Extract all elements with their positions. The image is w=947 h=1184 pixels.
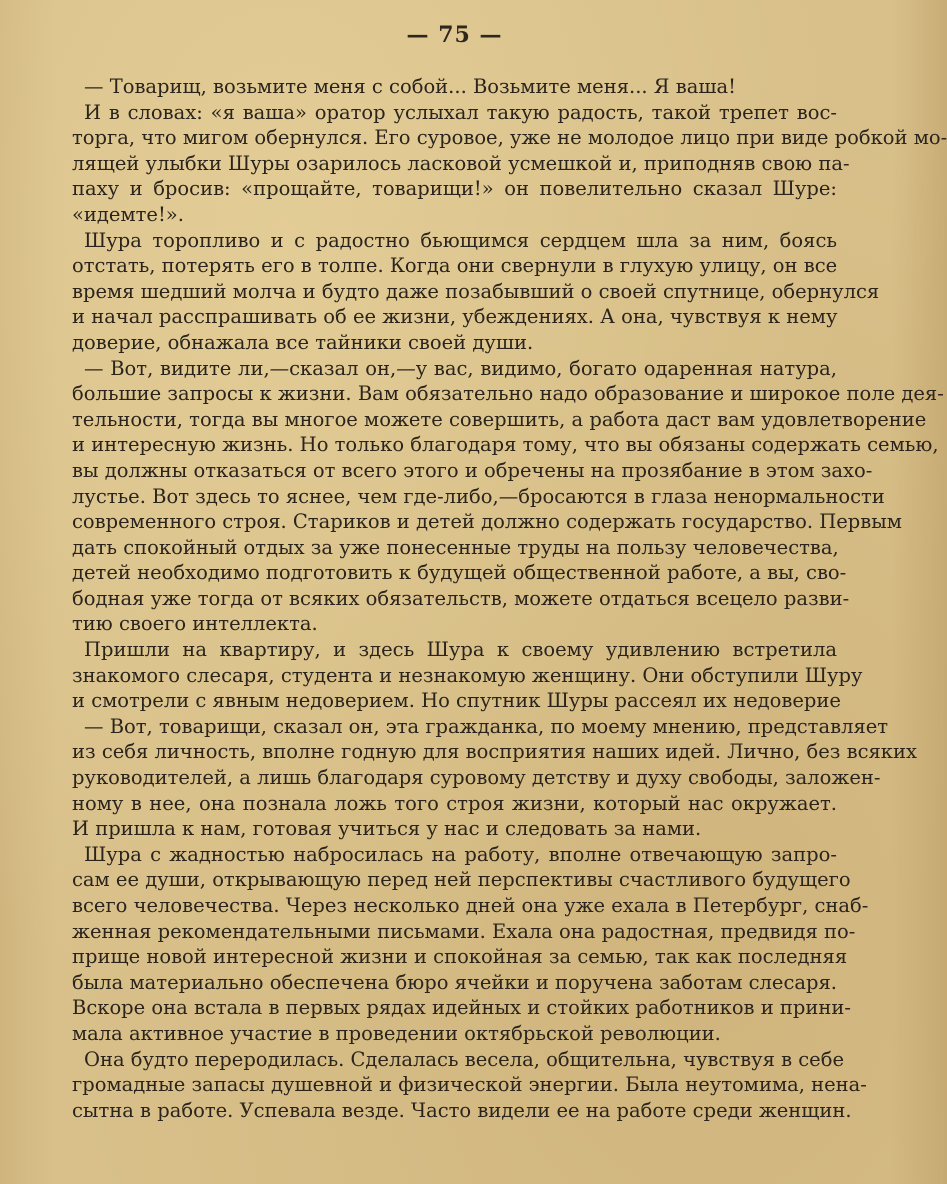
text-line: женная рекомендательными письмами. Ехала она радостная, предвидя по- [72, 919, 856, 943]
text-line: из себя личность, вполне годную для восприятия наших идей. Лично, без всяких [72, 740, 917, 764]
paragraph [72, 228, 880, 356]
text-line: современного строя. Стариков и детей должно содержать государство. Первым [72, 510, 902, 534]
text-line: отстать, потерять его в толпе. Когда они свернули в глухую улицу, он все [72, 254, 838, 278]
text-line: И пришла к нам, готовая учиться у нас и следовать за нами. [72, 817, 702, 841]
paragraph [72, 714, 917, 842]
text-line: сытна в работе. Успевала везде. Часто видели ее на работе среди женщин. [72, 1098, 852, 1122]
paragraph [72, 74, 837, 100]
text-line: лустье. Вот здесь то яснее, чем где-либо,—бросаются в глаза ненормальности [72, 484, 885, 508]
text-line: вы должны отказаться от всего этого и обречены на прозябание в этом захо- [72, 458, 873, 482]
text-line: — Вот, видите ли,—сказал он,—у вас, видимо, богато одаренная натура, [84, 356, 837, 380]
text-line: мала активное участие в проведении октябрьской революции. [72, 1021, 721, 1045]
text-line: большие запросы к жизни. Вам обязательно надо образование и широкое поле дея- [72, 382, 944, 406]
text-line: дать спокойный отдых за уже понесенные труды на пользу человечества, [72, 535, 839, 559]
text-line: руководителей, а лишь благодаря суровому детству и духу свободы, заложен- [72, 766, 881, 790]
text-line: и интересную жизнь. Но только благодаря тому, что вы обязаны содержать семью, [72, 433, 939, 457]
text-line: знакомого слесаря, студента и незнакомую женщину. Они обступили Шуру [72, 663, 863, 687]
paragraph [72, 637, 863, 714]
text-line: Она будто переродилась. Сделалась весела, общительна, чувствуя в себе [84, 1047, 844, 1071]
text-line: тельности, тогда вы многое можете совершить, а работа даст вам удовлетворение [72, 407, 927, 431]
text-line: Пришли на квартиру, и здесь Шура к своему удивлению встретила [84, 638, 837, 662]
text-line: Шура торопливо и с радостно бьющимся сердцем шла за ним, боясь [84, 228, 837, 252]
text-line: И в словах: «я ваша» оратор услыхал такую радость, такой трепет вос- [84, 100, 837, 124]
text-line: — Вот, товарищи, сказал он, эта гражданка, по моему мнению, представляет [84, 714, 889, 738]
paragraph [72, 100, 947, 228]
text-line: «идемте!». [72, 202, 184, 226]
paragraph [72, 842, 869, 1047]
text-line: Вскоре она встала в первых рядах идейных и стойких работников и прини- [72, 996, 851, 1020]
text-line: детей необходимо подготовить к будущей общественной работе, а вы, сво- [72, 561, 847, 585]
text-line: громадные запасы душевной и физической энергии. Была неутомима, нена- [72, 1073, 867, 1097]
text-line: лящей улыбки Шуры озарилось ласковой усмешкой и, приподняв свою па- [72, 151, 850, 175]
book-page [72, 22, 947, 1123]
page-text [72, 74, 947, 1123]
text-line: сам ее души, открывающую перед ней перспективы счастливого будущего [72, 868, 851, 892]
text-line: и начал расспрашивать об ее жизни, убеждениях. А она, чувствуя к нему [72, 305, 838, 329]
text-line: доверие, обнажала все тайники своей души. [72, 330, 534, 354]
page-number: — 75 — [406, 22, 503, 48]
text-line: ному в нее, она познала ложь того строя жизни, который нас окружает. [72, 791, 837, 815]
text-line: бодная уже тогда от всяких обязательств, можете отдаться всецело разви- [72, 586, 850, 610]
text-line: паху и бросив: «прощайте, товарищи!» он повелительно сказал Шуре: [72, 177, 837, 201]
text-line: торга, что мигом обернулся. Его суровое, уже не молодое лицо при виде робкой мо- [72, 126, 947, 150]
text-line: прище новой интересной жизни и спокойная за семью, так как последняя [72, 945, 848, 969]
text-line: — Товарищ, возьмите меня с собой... Возьмите меня... Я ваша! [84, 75, 736, 98]
text-line: время шедший молча и будто даже позабывший о своей спутнице, обернулся [72, 279, 880, 303]
text-line: всего человечества. Через несколько дней она уже ехала в Петербург, снаб- [72, 894, 869, 917]
text-line: и смотрели с явным недоверием. Но спутник Шуры рассеял их недоверие [72, 689, 841, 713]
text-line: была материально обеспечена бюро ячейки и поручена заботам слесаря. [72, 970, 837, 994]
paragraph [72, 1047, 867, 1124]
paragraph [72, 356, 944, 638]
text-line: Шура с жадностью набросилась на работу, вполне отвечающую запро- [84, 842, 837, 866]
text-line: тию своего интеллекта. [72, 612, 318, 636]
